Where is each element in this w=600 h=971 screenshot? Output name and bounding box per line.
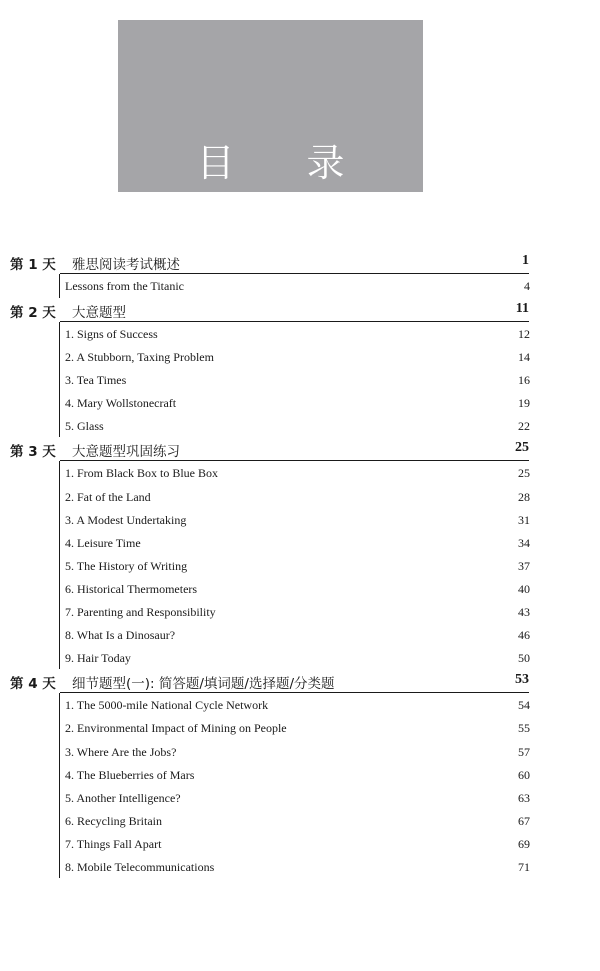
entry-title: 7. Things Fall Apart: [65, 836, 162, 851]
entry-title: 5. The History of Writing: [65, 558, 188, 573]
entry-title: 6. Recycling Britain: [65, 813, 162, 828]
entry-title: 1. From Black Box to Blue Box: [65, 466, 218, 481]
toc-entry[interactable]: [60, 368, 530, 391]
entry-page-number: 57: [518, 744, 530, 759]
toc-entry[interactable]: [60, 832, 530, 855]
toc-day-heading[interactable]: [10, 437, 529, 461]
toc-day-heading[interactable]: [10, 669, 529, 693]
entry-title: 7. Parenting and Responsibility: [65, 605, 216, 620]
toc-entry[interactable]: [60, 763, 530, 786]
toc-entry[interactable]: [60, 391, 530, 414]
day-label: 第 4 天: [10, 676, 56, 693]
entry-page-number: 16: [518, 373, 530, 388]
entry-page-number: 54: [518, 698, 530, 713]
entry-title: 9. Hair Today: [65, 651, 131, 666]
entry-page-number: 14: [518, 350, 530, 365]
table-of-contents: [0, 250, 600, 878]
toc-entry[interactable]: [60, 646, 530, 669]
toc-entry[interactable]: [60, 414, 530, 437]
entry-title: 8. What Is a Dinosaur?: [65, 628, 176, 643]
toc-entry[interactable]: [60, 740, 530, 763]
toc-entry[interactable]: [60, 577, 530, 600]
day-title: 大意题型: [72, 305, 126, 321]
entry-page-number: 43: [518, 605, 530, 620]
toc-entry[interactable]: [60, 600, 530, 623]
day-label: 第 2 天: [10, 305, 56, 321]
day-page-number: 11: [515, 301, 529, 316]
toc-entry[interactable]: [60, 623, 530, 646]
entry-title: 4. Leisure Time: [65, 535, 141, 550]
entry-title: 5. Glass: [65, 419, 104, 434]
toc-entry[interactable]: [60, 554, 530, 577]
entry-title: 5. Another Intelligence?: [65, 790, 181, 805]
entry-page-number: 67: [518, 813, 530, 828]
entry-page-number: 34: [518, 535, 530, 550]
toc-entry[interactable]: [60, 855, 530, 878]
toc-entry[interactable]: [60, 786, 530, 809]
entry-page-number: 40: [518, 581, 530, 596]
entry-page-number: 37: [518, 558, 530, 573]
entry-title: 2. Environmental Impact of Mining on People: [65, 721, 287, 736]
entry-page-number: 28: [518, 489, 530, 504]
day-title: 雅思阅读考试概述: [72, 257, 180, 273]
entry-page-number: 46: [518, 628, 530, 643]
entry-page-number: 60: [518, 767, 530, 782]
toc-entry[interactable]: [60, 322, 530, 345]
toc-entry[interactable]: [60, 345, 530, 368]
entry-title: 8. Mobile Telecommunications: [65, 859, 215, 874]
toc-entry-list: [59, 274, 530, 298]
entry-title: 3. A Modest Undertaking: [65, 512, 187, 527]
entry-page-number: 22: [518, 419, 530, 434]
day-page-number: 25: [515, 440, 529, 456]
day-label: 第 3 天: [10, 444, 56, 461]
entry-page-number: 63: [518, 790, 530, 805]
entry-page-number: 69: [518, 836, 530, 851]
toc-entry[interactable]: [60, 485, 530, 508]
entry-title: 3. Where Are the Jobs?: [65, 744, 177, 759]
toc-entry[interactable]: [60, 693, 530, 716]
toc-entry[interactable]: [60, 531, 530, 554]
entry-title: 3. Tea Times: [65, 373, 127, 388]
entry-title: 1. The 5000-mile National Cycle Network: [65, 698, 269, 713]
day-label: 第 1 天: [10, 257, 56, 273]
entry-page-number: 25: [518, 466, 530, 481]
entry-title: 2. A Stubborn, Taxing Problem: [65, 350, 214, 365]
entry-page-number: 12: [518, 327, 530, 341]
day-page-number: 1: [522, 253, 529, 268]
entry-page-number: 71: [518, 859, 530, 874]
page-title: 目 录: [196, 141, 375, 185]
entry-page-number: 19: [518, 396, 530, 411]
entry-page-number: 50: [518, 651, 530, 666]
day-page-number: 53: [515, 672, 529, 688]
entry-page-number: 4: [524, 279, 530, 293]
entry-page-number: 31: [518, 512, 530, 527]
day-title: 大意题型巩固练习: [72, 444, 180, 461]
entry-title: 6. Historical Thermometers: [65, 581, 198, 596]
toc-entry-list: [59, 693, 530, 878]
entry-title: 4. The Blueberries of Mars: [65, 767, 195, 782]
toc-entry[interactable]: [60, 716, 530, 739]
toc-day-heading[interactable]: [10, 250, 529, 274]
toc-entry[interactable]: [60, 809, 530, 832]
entry-title: 4. Mary Wollstonecraft: [65, 396, 177, 411]
entry-title: 1. Signs of Success: [65, 327, 158, 341]
entry-page-number: 55: [518, 721, 530, 736]
entry-title: 2. Fat of the Land: [65, 489, 151, 504]
title-banner: [118, 20, 423, 192]
toc-day-heading[interactable]: [10, 298, 529, 322]
day-title: 细节题型(一): 简答题/填词题/选择题/分类题: [72, 676, 335, 693]
toc-entry-list: [59, 322, 530, 437]
toc-entry-list: [59, 461, 530, 669]
toc-entry[interactable]: [60, 274, 530, 298]
toc-entry[interactable]: [60, 508, 530, 531]
toc-entry[interactable]: [60, 461, 530, 484]
entry-title: Lessons from the Titanic: [65, 279, 184, 293]
